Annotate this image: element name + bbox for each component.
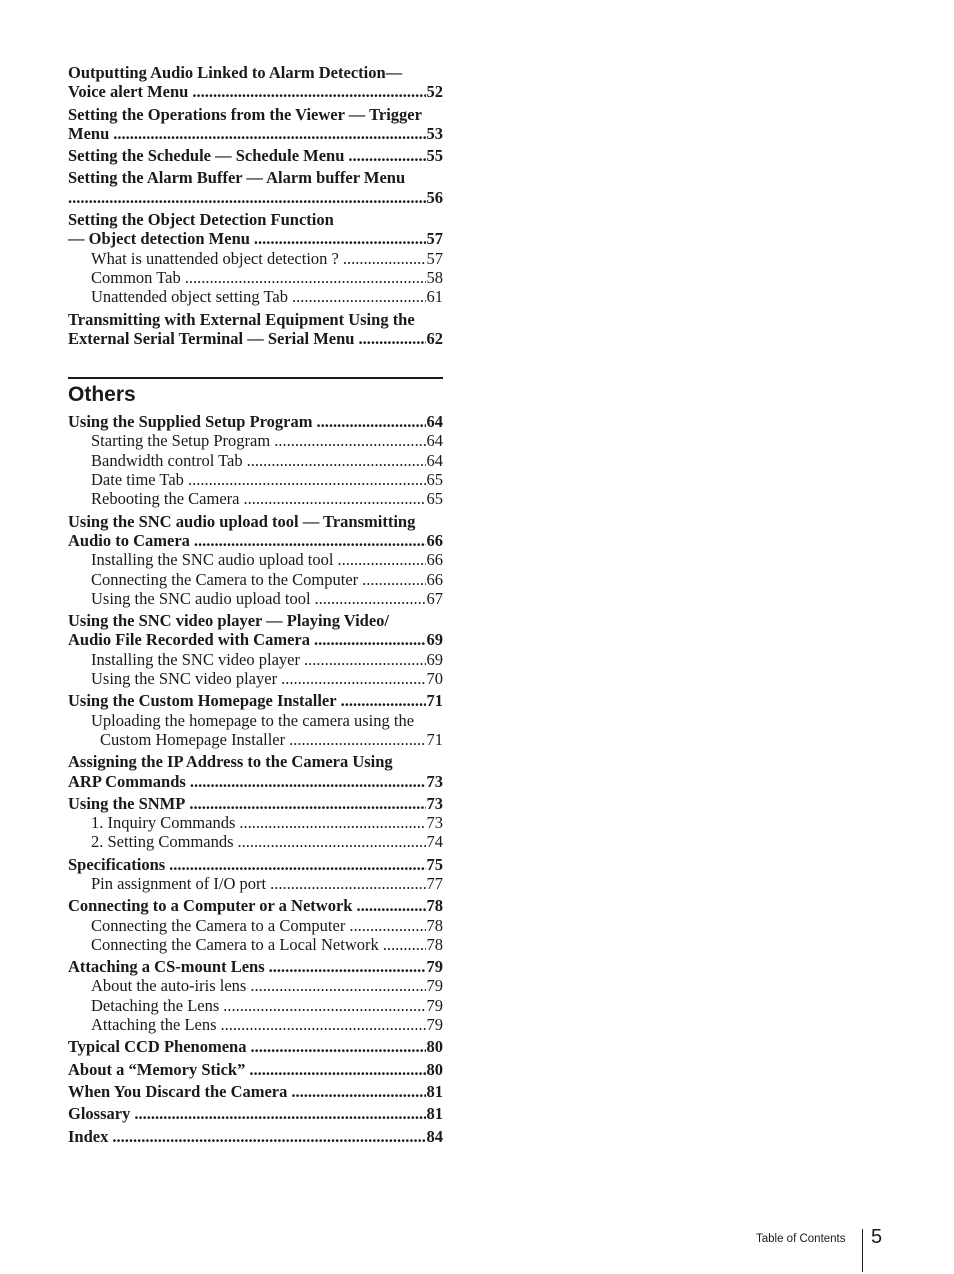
toc-entry-title: Common Tab <box>91 267 181 287</box>
dot-leader <box>169 855 425 874</box>
toc-subentry[interactable] <box>68 431 443 450</box>
toc-entry-title-line: Outputting Audio Linked to Alarm Detection— <box>68 63 403 82</box>
dot-leader <box>188 470 426 489</box>
dot-leader <box>289 730 425 749</box>
toc-page-number: 69 <box>426 630 443 650</box>
toc-page-number: 79 <box>426 976 443 996</box>
dot-leader <box>113 124 425 143</box>
toc-entry-title-line: Setting the Alarm Buffer — Alarm buffer Menu <box>68 168 406 188</box>
dot-leader <box>343 249 426 268</box>
footer-divider <box>862 1229 863 1272</box>
toc-page-number: 64 <box>426 450 443 470</box>
dot-leader <box>341 691 426 710</box>
dot-leader <box>291 1082 425 1101</box>
toc-page-number: 69 <box>426 649 443 669</box>
toc-page-number: 64 <box>426 412 443 432</box>
toc-subentry[interactable] <box>68 874 443 893</box>
dot-leader <box>192 82 425 101</box>
dot-leader <box>337 550 425 569</box>
toc-page-number: 79 <box>426 1015 443 1035</box>
dot-leader <box>349 916 425 935</box>
toc-page-number: 65 <box>426 489 443 509</box>
toc-page-number: 67 <box>426 588 443 608</box>
toc-subentry[interactable] <box>68 489 443 508</box>
toc-page-number: 74 <box>426 832 443 852</box>
toc-entry[interactable] <box>68 512 443 551</box>
toc-page-number: 66 <box>426 550 443 570</box>
toc-group-menus <box>68 63 443 348</box>
toc-entry-title: Setting the Schedule — Schedule Menu <box>68 146 345 166</box>
dot-leader <box>185 268 426 287</box>
dot-leader <box>190 772 426 791</box>
toc-entry[interactable] <box>68 752 443 791</box>
toc-page-number: 81 <box>426 1081 443 1101</box>
toc-entry[interactable] <box>68 794 443 813</box>
dot-leader <box>348 146 425 165</box>
toc-entry-title: Date time Tab <box>91 470 184 490</box>
toc-page-number: 66 <box>426 569 443 589</box>
toc-entry-title: About a “Memory Stick” <box>68 1059 246 1079</box>
toc-entry-title-line: Using the SNC audio upload tool — Transmitting <box>68 511 416 531</box>
dot-leader <box>247 451 426 470</box>
toc-entry-title: Rebooting the Camera <box>91 489 240 509</box>
toc-entry-title: Typical CCD Phenomena <box>68 1037 247 1057</box>
toc-group-others <box>68 412 443 1146</box>
dot-leader <box>238 832 426 851</box>
dot-leader <box>274 431 425 450</box>
toc-entry-title: Starting the Setup Program <box>91 431 271 451</box>
toc-subentry[interactable] <box>68 935 443 954</box>
toc-subentry[interactable] <box>68 249 443 268</box>
toc-page-number: 80 <box>426 1037 443 1057</box>
toc-page-number: 78 <box>426 896 443 916</box>
toc-entry[interactable] <box>68 412 443 431</box>
toc-subentry[interactable] <box>68 570 443 589</box>
toc-page-number: 75 <box>426 854 443 874</box>
toc-entry-title: What is unattended object detection ? <box>91 248 339 268</box>
toc-entry-title-line: Setting the Operations from the Viewer — Trigger <box>68 104 422 124</box>
toc-entry-title: Voice alert Menu <box>68 82 189 102</box>
dot-leader <box>317 412 426 431</box>
toc-entry-title-line: Uploading the homepage to the camera using the <box>91 710 415 730</box>
toc-page-number: 79 <box>426 995 443 1015</box>
toc-entry-title: — Object detection Menu <box>68 229 250 249</box>
toc-subentry[interactable] <box>68 268 443 287</box>
dot-leader <box>315 589 426 608</box>
toc-entry[interactable] <box>68 691 443 710</box>
toc-entry-title-line: Setting the Object Detection Function <box>68 210 334 230</box>
toc-entry-title: Attaching the Lens <box>91 1015 217 1035</box>
toc-page-number: 58 <box>426 267 443 287</box>
toc-entry-title: Unattended object setting Tab <box>91 287 288 307</box>
toc-page-number: 73 <box>426 813 443 833</box>
dot-leader <box>249 1060 425 1079</box>
toc-entry[interactable] <box>68 1037 443 1056</box>
dot-leader <box>250 1037 425 1056</box>
toc-subentry[interactable] <box>68 470 443 489</box>
toc-entry-title: External Serial Terminal — Serial Menu <box>68 328 355 348</box>
toc-page-number: 71 <box>426 691 443 711</box>
toc-page-number: 66 <box>426 530 443 550</box>
toc-page-number: 65 <box>426 470 443 490</box>
dot-leader <box>270 874 425 893</box>
toc-entry[interactable] <box>68 168 443 207</box>
toc-subentry[interactable] <box>68 813 443 832</box>
toc-page-number: 64 <box>426 431 443 451</box>
toc-entry-title: Using the Supplied Setup Program <box>68 412 313 432</box>
toc-subentry[interactable] <box>68 451 443 470</box>
dot-leader <box>112 1127 425 1146</box>
toc-entry-title: Installing the SNC audio upload tool <box>91 550 334 570</box>
toc-page-number: 55 <box>426 146 443 166</box>
toc-entry-title: Glossary <box>68 1104 131 1124</box>
toc-entry[interactable] <box>68 1082 443 1101</box>
toc-entry-title: Connecting to a Computer or a Network <box>68 896 353 916</box>
section-heading-others: Others <box>68 377 443 410</box>
toc-entry-title: Detaching the Lens <box>91 995 220 1015</box>
toc-entry-title-line: Assigning the IP Address to the Camera Using <box>68 752 393 772</box>
toc-entry-title: Using the SNMP <box>68 793 186 813</box>
toc-subentry[interactable] <box>68 650 443 669</box>
toc-entry[interactable] <box>68 310 443 349</box>
toc-entry[interactable] <box>68 1104 443 1123</box>
dot-leader <box>356 896 425 915</box>
toc-entry-title: Connecting the Camera to a Computer <box>91 915 346 935</box>
toc-entry-title: Pin assignment of I/O port <box>91 873 267 893</box>
toc-entry-title: Attaching a CS-mount Lens <box>68 957 265 977</box>
toc-subentry[interactable] <box>68 916 443 935</box>
dot-leader <box>68 188 426 207</box>
page-number: 5 <box>871 1226 883 1248</box>
toc-entry-title: Custom Homepage Installer <box>100 729 286 749</box>
dot-leader <box>250 976 425 995</box>
toc-entry[interactable] <box>68 896 443 915</box>
dot-leader <box>239 813 425 832</box>
toc-page-number: 52 <box>426 82 443 102</box>
toc-entry[interactable] <box>68 611 443 650</box>
dot-leader <box>254 229 426 248</box>
toc-entry-title: 1. Inquiry Commands <box>91 813 236 833</box>
toc-subentry[interactable] <box>68 711 443 750</box>
toc-entry[interactable] <box>68 105 443 144</box>
toc-subentry[interactable] <box>68 832 443 851</box>
toc-entry[interactable] <box>68 1127 443 1146</box>
toc-page-number: 73 <box>426 793 443 813</box>
toc-entry[interactable] <box>68 210 443 249</box>
toc-page-number: 71 <box>426 729 443 749</box>
toc-page-number: 78 <box>426 915 443 935</box>
toc-entry-title: Using the SNC audio upload tool <box>91 588 311 608</box>
toc-page-number: 80 <box>426 1059 443 1079</box>
dot-leader <box>223 996 425 1015</box>
toc-entry-title: Specifications <box>68 854 166 874</box>
dot-leader <box>134 1104 425 1123</box>
toc-entry[interactable] <box>68 957 443 976</box>
toc-entry-title: Menu <box>68 123 110 143</box>
dot-leader <box>281 669 425 688</box>
dot-leader <box>269 957 426 976</box>
toc-entry-title: Index <box>68 1126 109 1146</box>
dot-leader <box>358 329 425 348</box>
toc-entry-title: When You Discard the Camera <box>68 1081 288 1101</box>
toc-entry-title: 2. Setting Commands <box>91 832 234 852</box>
toc-entry[interactable] <box>68 146 443 165</box>
dot-leader <box>362 570 425 589</box>
toc-page-number: 79 <box>426 957 443 977</box>
toc-entry-title: Audio to Camera <box>68 530 190 550</box>
toc-subentry[interactable] <box>68 287 443 306</box>
toc-page-number: 81 <box>426 1104 443 1124</box>
dot-leader <box>383 935 426 954</box>
toc-subentry[interactable] <box>68 550 443 569</box>
toc-entry-title: Using the Custom Homepage Installer <box>68 691 337 711</box>
toc-subentry[interactable] <box>68 996 443 1015</box>
dot-leader <box>221 1015 426 1034</box>
toc-entry-title: Installing the SNC video player <box>91 649 300 669</box>
dot-leader <box>292 287 426 306</box>
toc-page-number: 61 <box>426 287 443 307</box>
toc-subentry[interactable] <box>68 589 443 608</box>
toc-subentry[interactable] <box>68 976 443 995</box>
toc-page-number: 77 <box>426 873 443 893</box>
toc-page-number: 53 <box>426 123 443 143</box>
toc-page-number: 78 <box>426 934 443 954</box>
toc-entry-title-line: Using the SNC video player — Playing Video/ <box>68 611 390 631</box>
footer-section-label: Table of Contents <box>756 1233 846 1245</box>
toc-entry-title: ARP Commands <box>68 771 186 791</box>
toc-entry[interactable] <box>68 855 443 874</box>
toc-entry-title: Bandwidth control Tab <box>91 450 243 470</box>
toc-entry-title: Using the SNC video player <box>91 669 278 689</box>
dot-leader <box>189 794 425 813</box>
toc-page-number: 70 <box>426 669 443 689</box>
toc-entry[interactable] <box>68 1060 443 1079</box>
dot-leader <box>304 650 426 669</box>
toc-subentry[interactable] <box>68 1015 443 1034</box>
toc-entry-title: Connecting the Camera to the Computer <box>91 569 359 589</box>
toc-page-number: 56 <box>426 187 443 207</box>
toc-subentry[interactable] <box>68 669 443 688</box>
dot-leader <box>194 531 426 550</box>
table-of-contents <box>68 63 443 1146</box>
toc-entry-title: About the auto-iris lens <box>91 976 247 996</box>
dot-leader <box>243 489 425 508</box>
toc-page-number: 57 <box>426 229 443 249</box>
toc-entry[interactable] <box>68 63 443 102</box>
toc-entry-title: Connecting the Camera to a Local Network <box>91 934 379 954</box>
toc-entry-title-line: Transmitting with External Equipment Using the <box>68 309 415 329</box>
toc-page-number: 62 <box>426 328 443 348</box>
toc-page-number: 57 <box>426 248 443 268</box>
dot-leader <box>314 630 426 649</box>
toc-page-number: 73 <box>426 771 443 791</box>
toc-entry-title: Audio File Recorded with Camera <box>68 630 310 650</box>
toc-page-number: 84 <box>426 1126 443 1146</box>
